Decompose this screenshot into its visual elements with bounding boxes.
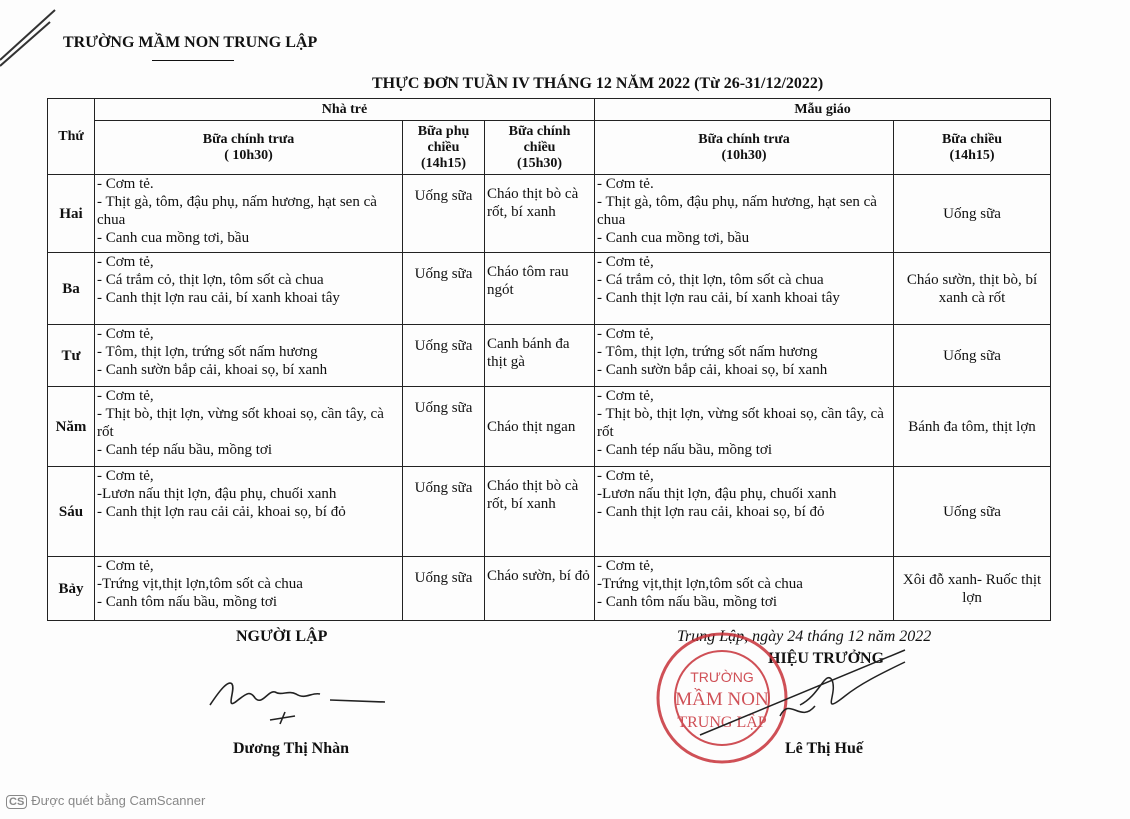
menu-table — [47, 98, 1051, 621]
school-stamp — [658, 634, 786, 762]
header-col: Bữa phụ chiều (14h15) — [403, 121, 485, 175]
table-row — [48, 325, 1051, 387]
principal-name: Lê Thị Huế — [785, 740, 863, 757]
nha-tre-afternoon-cell: Cháo thịt bò cà rốt, bí xanh — [485, 467, 595, 557]
nha-tre-afternoon-cell: Cháo sườn, bí đỏ — [485, 557, 595, 621]
mau-giao-lunch-cell: - Cơm tẻ, -Lươn nấu thịt lợn, đậu phụ, chuối xanh - Canh thịt lợn rau cải, khoai sọ, bí đỏ — [595, 467, 894, 557]
school-name: TRƯỜNG MẦM NON TRUNG LẬP — [63, 34, 318, 51]
nha-tre-afternoon-cell: Cháo thịt ngan — [485, 387, 595, 467]
svg-text:MẦM NON: MẦM NON — [675, 689, 769, 710]
table-row — [48, 387, 1051, 467]
table-row — [48, 467, 1051, 557]
nha-tre-snack-cell: Uống sữa — [403, 387, 485, 467]
mau-giao-lunch-cell: - Cơm tẻ. - Thịt gà, tôm, đậu phụ, nấm hương, hạt sen cà chua - Canh cua mồng tơi, bầu — [595, 175, 894, 253]
header-nha-tre: Nhà trẻ — [95, 99, 595, 121]
nha-tre-lunch-cell: - Cơm tẻ. - Thịt gà, tôm, đậu phụ, nấm hương, hạt sen cà chua - Canh cua mồng tơi, bầu — [95, 175, 403, 253]
principal-title: HIỆU TRƯỞNG — [768, 650, 885, 667]
mau-giao-lunch-cell: - Cơm tẻ, - Thịt bò, thịt lợn, vừng sốt khoai sọ, cần tây, cà rốt - Canh tép nấu bầu, mồng tơi — [595, 387, 894, 467]
day-cell: Hai — [48, 175, 95, 253]
day-cell: Ba — [48, 253, 95, 325]
mau-giao-lunch-cell: - Cơm tẻ, -Trứng vịt,thịt lợn,tôm sốt cà chua - Canh tôm nấu bầu, mồng tơi — [595, 557, 894, 621]
day-cell: Sáu — [48, 467, 95, 557]
table-row — [48, 557, 1051, 621]
table-row — [48, 175, 1051, 253]
camscanner-watermark: CS Được quét bằng CamScanner — [6, 793, 205, 809]
nha-tre-lunch-cell: - Cơm tẻ, - Tôm, thịt lợn, trứng sốt nấm hương - Canh sườn bắp cải, khoai sọ, bí xanh — [95, 325, 403, 387]
nha-tre-afternoon-cell: Cháo thịt bò cà rốt, bí xanh — [485, 175, 595, 253]
header-col: Bữa chính trưa ( 10h30) — [95, 121, 403, 175]
corner-mark — [0, 10, 55, 66]
svg-text:TRƯỜNG: TRƯỜNG — [690, 669, 754, 685]
preparer-signature — [210, 683, 385, 724]
header-day: Thứ — [48, 99, 95, 175]
nha-tre-snack-cell: Uống sữa — [403, 467, 485, 557]
day-cell: Tư — [48, 325, 95, 387]
preparer-title: NGƯỜI LẬP — [236, 628, 328, 645]
mau-giao-afternoon-cell: Uống sữa — [894, 175, 1051, 253]
mau-giao-afternoon-cell: Bánh đa tôm, thịt lợn — [894, 387, 1051, 467]
nha-tre-lunch-cell: - Cơm tẻ, - Thịt bò, thịt lợn, vừng sốt khoai sọ, cần tây, cà rốt - Canh tép nấu bầu, mồng tơi — [95, 387, 403, 467]
preparer-name: Dương Thị Nhàn — [233, 740, 349, 757]
mau-giao-lunch-cell: - Cơm tẻ, - Cá trắm cỏ, thịt lợn, tôm sốt cà chua - Canh thịt lợn rau cải, bí xanh khoai tây — [595, 253, 894, 325]
divider — [152, 60, 234, 61]
mau-giao-afternoon-cell: Uống sữa — [894, 467, 1051, 557]
nha-tre-afternoon-cell: Canh bánh đa thịt gà — [485, 325, 595, 387]
sign-date: Trung Lập, ngày 24 tháng 12 năm 2022 — [677, 628, 932, 645]
nha-tre-snack-cell: Uống sữa — [403, 325, 485, 387]
header-col: Bữa chiều (14h15) — [894, 121, 1051, 175]
nha-tre-snack-cell: Uống sữa — [403, 557, 485, 621]
mau-giao-afternoon-cell: Cháo sườn, thịt bò, bí xanh cà rốt — [894, 253, 1051, 325]
table-row — [48, 253, 1051, 325]
document-title: THỰC ĐƠN TUẦN IV THÁNG 12 NĂM 2022 (Từ 26-31/12/2022) — [372, 75, 824, 92]
mau-giao-afternoon-cell: Uống sữa — [894, 325, 1051, 387]
header-col: Bữa chính trưa (10h30) — [595, 121, 894, 175]
nha-tre-lunch-cell: - Cơm tẻ, -Trứng vịt,thịt lợn,tôm sốt cà chua - Canh tôm nấu bầu, mồng tơi — [95, 557, 403, 621]
mau-giao-lunch-cell: - Cơm tẻ, - Tôm, thịt lợn, trứng sốt nấm hương - Canh sườn bắp cải, khoai sọ, bí xanh — [595, 325, 894, 387]
header-mau-giao: Mẫu giáo — [595, 99, 1051, 121]
nha-tre-lunch-cell: - Cơm tẻ, - Cá trắm cỏ, thịt lợn, tôm sốt cà chua - Canh thịt lợn rau cải, bí xanh khoai tây — [95, 253, 403, 325]
nha-tre-snack-cell: Uống sữa — [403, 253, 485, 325]
nha-tre-lunch-cell: - Cơm tẻ, -Lươn nấu thịt lợn, đậu phụ, chuối xanh - Canh thịt lợn rau cải cải, khoai sọ, bí đỏ — [95, 467, 403, 557]
header-col: Bữa chính chiều (15h30) — [485, 121, 595, 175]
nha-tre-snack-cell: Uống sữa — [403, 175, 485, 253]
svg-text:TRUNG LẬP: TRUNG LẬP — [677, 714, 767, 731]
mau-giao-afternoon-cell: Xôi đỗ xanh- Ruốc thịt lợn — [894, 557, 1051, 621]
nha-tre-afternoon-cell: Cháo tôm rau ngót — [485, 253, 595, 325]
day-cell: Năm — [48, 387, 95, 467]
day-cell: Bảy — [48, 557, 95, 621]
